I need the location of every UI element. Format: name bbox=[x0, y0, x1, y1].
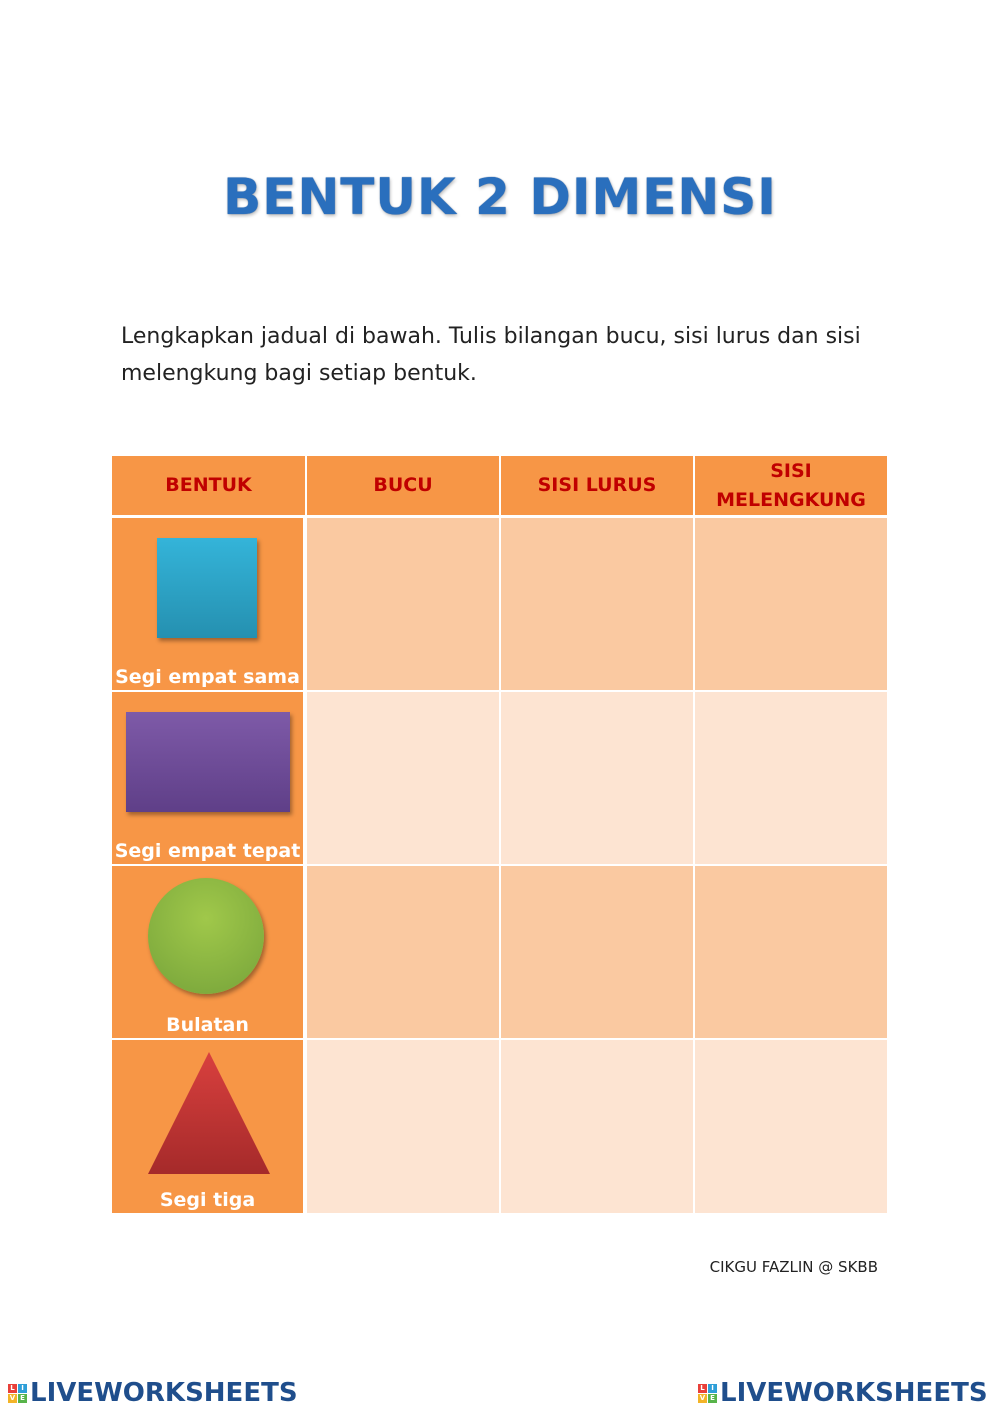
page-title: BENTUK 2 DIMENSI bbox=[223, 168, 777, 226]
answer-sisi-lurus-square[interactable] bbox=[501, 518, 693, 690]
shape-cell-circle bbox=[112, 866, 303, 1038]
answer-sisi-melengkung-triangle[interactable] bbox=[695, 1040, 887, 1213]
rectangle-icon bbox=[126, 712, 290, 812]
answer-bucu-triangle[interactable] bbox=[307, 1040, 499, 1213]
header-sisi-line-2: MELENGKUNG bbox=[716, 488, 866, 511]
answer-sisi-melengkung-rectangle[interactable] bbox=[695, 692, 887, 864]
header-bucu: BUCU bbox=[307, 456, 499, 515]
shape-cell-triangle bbox=[112, 1040, 303, 1213]
circle-icon bbox=[148, 878, 264, 994]
shape-cell-rectangle bbox=[112, 692, 303, 864]
shape-label: Bulatan bbox=[166, 1014, 249, 1036]
answer-sisi-melengkung-circle[interactable] bbox=[695, 866, 887, 1038]
answer-sisi-lurus-rectangle[interactable] bbox=[501, 692, 693, 864]
brand-right[interactable] bbox=[698, 1378, 988, 1408]
brand-left[interactable] bbox=[8, 1378, 298, 1408]
instructions-line-2: melengkung bagi setiap bentuk. bbox=[121, 361, 477, 386]
instructions bbox=[121, 318, 881, 392]
shape-cell-square bbox=[112, 518, 303, 690]
header-bentuk: BENTUK bbox=[112, 456, 305, 515]
header-sisi-melengkung bbox=[695, 456, 887, 515]
shape-label: Segi empat sama bbox=[115, 666, 300, 688]
answer-sisi-lurus-circle[interactable] bbox=[501, 866, 693, 1038]
answer-bucu-square[interactable] bbox=[307, 518, 499, 690]
instructions-line-1: Lengkapkan jadual di bawah. Tulis bilangan bucu, sisi lurus dan sisi bbox=[121, 324, 861, 349]
answer-sisi-lurus-triangle[interactable] bbox=[501, 1040, 693, 1213]
author-credit: CIKGU FAZLIN @ SKBB bbox=[709, 1258, 878, 1276]
brand-name: LIVEWORKSHEETS bbox=[30, 1378, 298, 1408]
answer-bucu-circle[interactable] bbox=[307, 866, 499, 1038]
square-icon bbox=[157, 538, 257, 638]
shape-label: Segi empat tepat bbox=[114, 840, 301, 862]
liveworksheets-logo-icon: L I V E bbox=[698, 1384, 717, 1403]
answer-bucu-rectangle[interactable] bbox=[307, 692, 499, 864]
liveworksheets-logo-icon: L I V E bbox=[8, 1384, 27, 1403]
brand-name: LIVEWORKSHEETS bbox=[720, 1378, 988, 1408]
header-sisi-lurus: SISI LURUS bbox=[501, 456, 693, 515]
triangle-icon bbox=[146, 1050, 272, 1176]
answer-sisi-melengkung-square[interactable] bbox=[695, 518, 887, 690]
header-sisi-line-1: SISI bbox=[770, 459, 812, 482]
shapes-table bbox=[112, 456, 887, 1213]
shape-label: Segi tiga bbox=[159, 1189, 256, 1211]
